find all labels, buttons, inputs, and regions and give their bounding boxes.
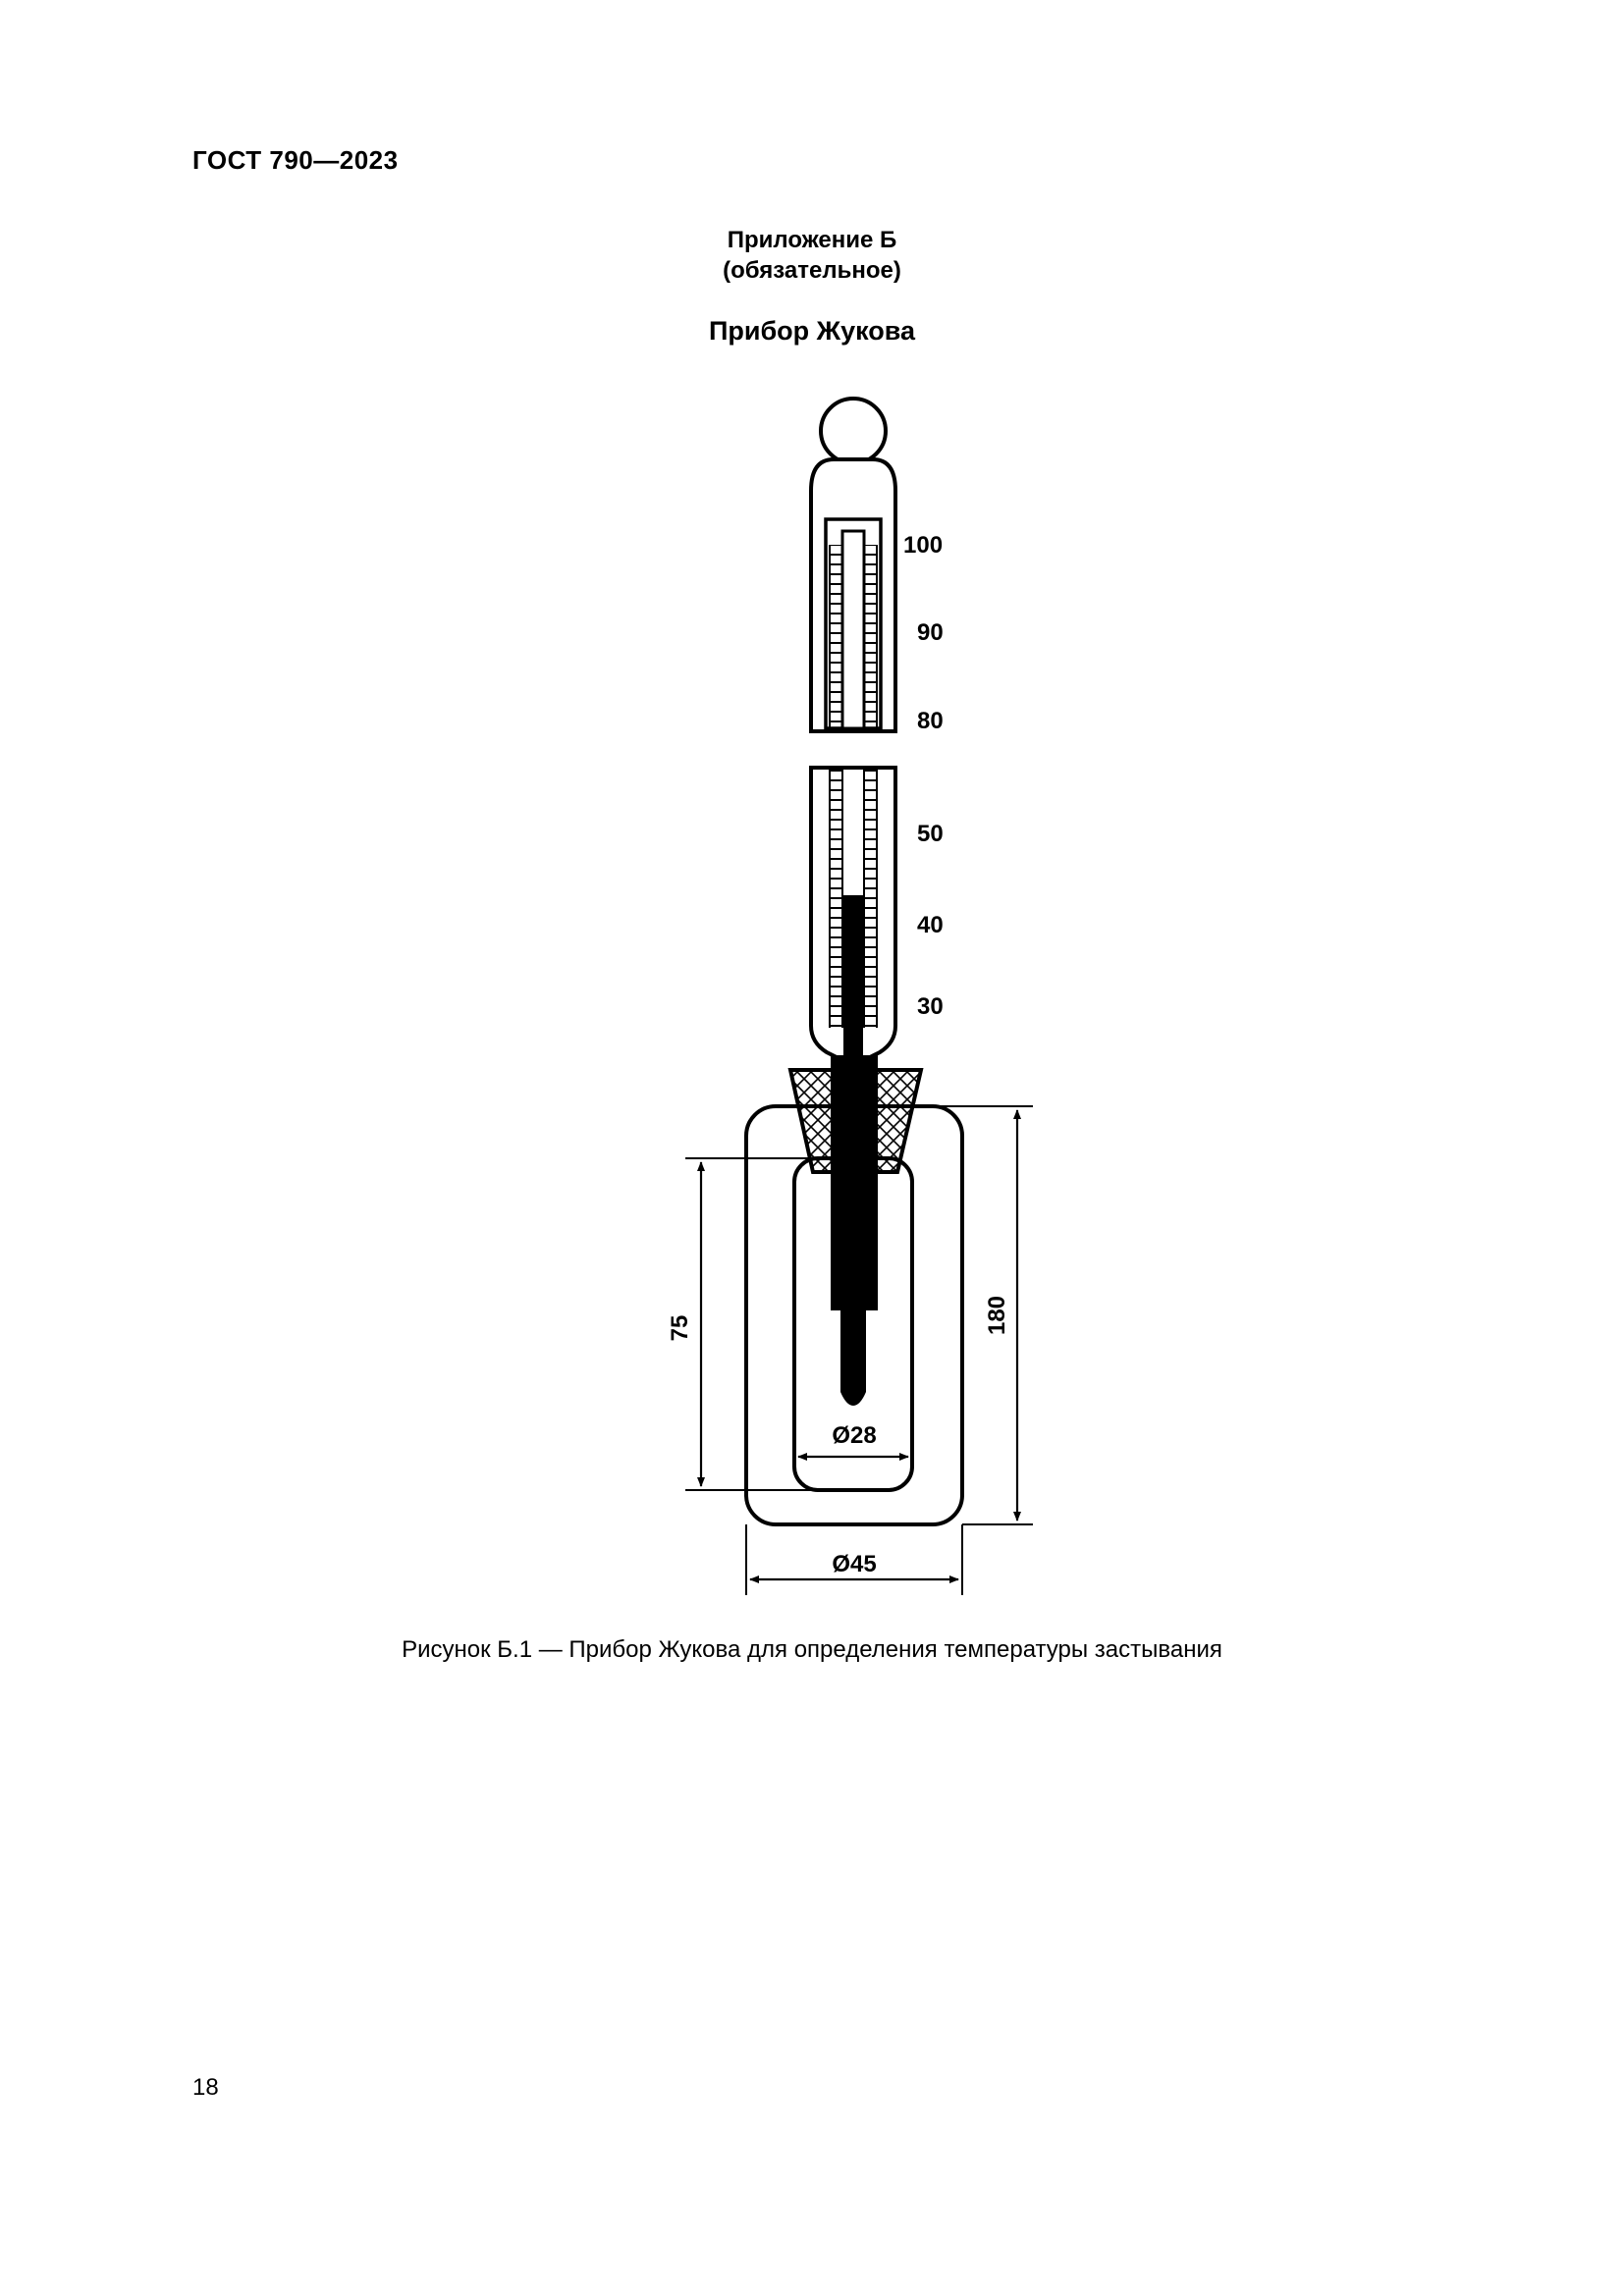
scale-label: 90 [917,619,944,646]
scale-label: 30 [917,993,944,1020]
thermometer-bulb [840,1310,866,1406]
inner-diameter-label: Ø28 [832,1422,877,1449]
thermometer-upper [811,399,895,731]
section-title: Прибор Жукова [709,316,915,346]
annex-title: Приложение Б [727,227,897,253]
thermometer-stem [831,1055,878,1310]
annex-status: (обязательное) [723,257,901,284]
height-dimension-label: 180 [984,1295,1010,1336]
figure-caption: Рисунок Б.1 — Прибор Жукова для определения температуры застывания [402,1636,1222,1663]
scale-label: 80 [917,708,944,734]
outer-diameter-label: Ø45 [832,1551,877,1577]
scale-label: 50 [917,821,944,847]
thermometer-lower [811,768,895,1060]
scale-label: 100 [903,532,944,559]
page-number: 18 [192,2074,219,2101]
height-dimension [923,1106,1033,1524]
scale-label: 40 [917,912,944,938]
depth-dimension-label: 75 [667,1314,693,1342]
document-header: ГОСТ 790—2023 [192,145,399,175]
